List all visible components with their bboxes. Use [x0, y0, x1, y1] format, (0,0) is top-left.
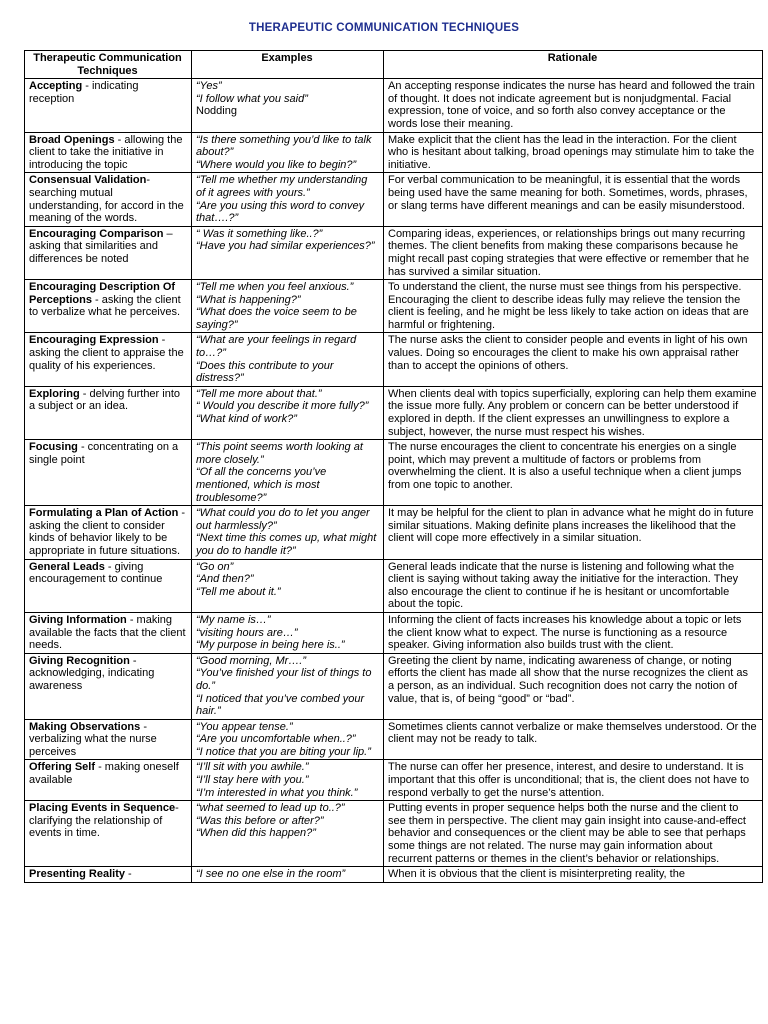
techniques-table: [24, 50, 763, 883]
example-text: “I follow what you said”: [196, 92, 308, 105]
example-text: “Yes”: [196, 80, 222, 93]
example-text: “I’m interested in what you think.”: [196, 786, 358, 799]
technique-name: Giving Information: [29, 613, 127, 626]
technique-name: Encouraging Description Of Perceptions: [29, 281, 176, 306]
example-text: “What kind of work?”: [196, 413, 297, 426]
table-row: [25, 440, 763, 506]
example-text: “Tell me about it.”: [196, 585, 281, 598]
technique-description: - clarifying the relationship of events in time.: [29, 802, 179, 840]
example-text: “Have you had similar experiences?”: [196, 240, 375, 253]
example-text: “I’ll sit with you awhile.”: [196, 761, 309, 774]
example-text: “Tell me whether my understanding of it agrees with yours.”: [196, 174, 371, 199]
technique-description: - making available the facts that the client needs.: [29, 613, 186, 652]
technique-description: - making oneself available: [29, 761, 179, 787]
page-title: THERAPEUTIC COMMUNICATION TECHNIQUES: [248, 22, 520, 34]
technique-cell: [25, 653, 192, 719]
technique-cell: [25, 386, 192, 439]
technique-description: - searching mutual understanding, for accord in the meaning of the words.: [29, 174, 184, 225]
example-text: “You’ve finished your list of things to do.”: [196, 667, 375, 692]
table-row: [25, 79, 763, 132]
example-text: Nodding: [196, 105, 237, 118]
example-text: “What could you do to let you anger out harmlessly?”: [196, 507, 373, 532]
example-text: “ Would you describe it more fully?”: [196, 400, 369, 413]
technique-description: - delving further into a subject or an idea.: [29, 387, 181, 413]
example-text: “Tell me when you feel anxious.”: [196, 281, 354, 294]
header-techniques: Therapeutic Communication Techniques: [25, 51, 192, 79]
technique-cell: [25, 559, 192, 612]
rationale-cell: Greeting the client by name, indicating awareness of change, or noting efforts the client has made all show that the nurse recognizes the client as a person, as an individual. Such recognition does not carry the notion of value, that is, of being “good” or “bad”.: [384, 653, 763, 719]
table-row: [25, 173, 763, 226]
example-text: “What does the voice seem to be saying?”: [196, 306, 360, 331]
table-row: [25, 559, 763, 612]
example-text: “visiting hours are…”: [196, 626, 298, 639]
examples-cell: [192, 280, 384, 333]
technique-name: Formulating a Plan of Action: [29, 507, 179, 520]
example-text: “Is there something you’d like to talk about?”: [196, 133, 375, 159]
technique-description: - verbalizing what the nurse perceives: [29, 720, 157, 758]
example-text: “Where would you like to begin?”: [196, 158, 357, 171]
header-examples: Examples: [192, 51, 384, 79]
example-text: “When did this happen?”: [196, 827, 316, 840]
rationale-cell: The nurse can offer her presence, interest, and desire to understand. It is important that this offer is unconditional; that is, the client does not have to respond verbally to get the nurse’s attention.: [384, 760, 763, 801]
example-text: “I noticed that you’ve combed your hair.”: [196, 692, 368, 718]
example-text: “You appear tense.”: [196, 720, 293, 733]
example-text: “Next time this comes up, what might you do to handle it?”: [196, 532, 380, 557]
technique-cell: [25, 612, 192, 653]
technique-name: Consensual Validation: [29, 174, 147, 187]
technique-cell: [25, 226, 192, 279]
example-text: “What is happening?”: [196, 293, 301, 306]
table-row: [25, 506, 763, 559]
technique-name: Broad Openings: [29, 133, 115, 146]
examples-cell: [192, 79, 384, 132]
technique-name: Placing Events in Sequence: [29, 802, 176, 815]
example-text: “Was this before or after?”: [196, 814, 324, 827]
rationale-cell: To understand the client, the nurse must see things from his perspective. Encouraging the client to describe ideas fully may relieve the tension the client is feeling, and he might be less likely to take action on ideas that are harmful or frightening.: [384, 280, 763, 333]
technique-cell: [25, 719, 192, 760]
example-text: “I’ll stay here with you.”: [196, 774, 309, 787]
example-text: “I see no one else in the room”: [196, 868, 346, 881]
examples-cell: [192, 333, 384, 386]
technique-description: - asking the client to verbalize what he perceives.: [29, 293, 181, 319]
rationale-cell: When it is obvious that the client is misinterpreting reality, the: [384, 867, 763, 883]
examples-cell: [192, 559, 384, 612]
technique-name: Presenting Reality: [29, 868, 125, 881]
technique-name: General Leads: [29, 560, 105, 573]
example-text: “Are you uncomfortable when..?”: [196, 733, 356, 746]
technique-cell: [25, 173, 192, 226]
technique-description: -: [124, 868, 132, 881]
table-row: [25, 333, 763, 386]
rationale-cell: When clients deal with topics superficially, exploring can help them examine the issue more fully. Any problem or concern can be better understood if explored in depth. If the client expresses an unwillingness to explore a subject, however, the nurse must respect his wishes.: [384, 386, 763, 439]
example-text: “Tell me more about that.”: [196, 387, 322, 400]
technique-name: Giving Recognition: [29, 654, 130, 667]
technique-name: Making Observations: [29, 720, 141, 733]
technique-cell: [25, 280, 192, 333]
technique-description: - allowing the client to take the initiative in introducing the topic: [29, 133, 183, 171]
example-text: “ Was it something like..?”: [196, 227, 323, 240]
example-text: “Are you using this word to convey that….?”: [196, 199, 368, 225]
technique-description: - indicating reception: [29, 80, 139, 105]
technique-description: - giving encouragement to continue: [29, 560, 163, 586]
examples-cell: [192, 653, 384, 719]
example-text: “Of all the concerns you’ve mentioned, which is most troublesome?”: [196, 466, 330, 504]
technique-cell: [25, 79, 192, 132]
table-row: [25, 612, 763, 653]
technique-name: Accepting: [29, 80, 83, 93]
rationale-cell: Make explicit that the client has the lead in the interaction. For the client who is hesitant about talking, broad openings may stimulate him to take the initiative.: [384, 132, 763, 173]
example-text: “This point seems worth looking at more closely.”: [196, 441, 366, 466]
technique-cell: [25, 506, 192, 559]
technique-cell: [25, 333, 192, 386]
rationale-cell: Putting events in proper sequence helps both the nurse and the client to see them in perspective. The client may gain insight into cause-and-effect behavior and consequences or the client may be able to see that perhaps some things are not related. The nurse may gain information about recurrent patterns or themes in the client’s behavior or relationships.: [384, 801, 763, 867]
technique-name: Offering Self: [29, 761, 96, 774]
examples-cell: [192, 760, 384, 801]
table-row: [25, 280, 763, 333]
examples-cell: [192, 801, 384, 867]
rationale-cell: Sometimes clients cannot verbalize or make themselves understood. Or the client may not be ready to talk.: [384, 719, 763, 760]
rationale-cell: General leads indicate that the nurse is listening and following what the client is saying without taking away the initiative for the interaction. They also encourage the client to continue if he is hesitant or uncomfortable about the topic.: [384, 559, 763, 612]
technique-name: Encouraging Expression: [29, 334, 159, 347]
rationale-cell: Informing the client of facts increases his knowledge about a topic or lets the client know what to expect. The nurse is functioning as a resource speaker. Giving information also builds trust with the client.: [384, 612, 763, 653]
table-row: [25, 801, 763, 867]
technique-name: Focusing: [29, 441, 78, 454]
technique-name: Exploring: [29, 387, 80, 400]
technique-description: - asking the client to consider kinds of behavior likely to be appropriate in future situations.: [29, 507, 186, 557]
rationale-cell: It may be helpful for the client to plan in advance what he might do in future similar situations. Making definite plans increases the likelihood that the client will cope more effectively in a similar situation.: [384, 506, 763, 559]
technique-description: - acknowledging, indicating awareness: [29, 654, 155, 692]
example-text: “I notice that you are biting your lip.”: [196, 745, 371, 758]
technique-name: Encouraging Comparison: [29, 227, 164, 240]
examples-cell: [192, 173, 384, 226]
examples-cell: [192, 719, 384, 760]
rationale-cell: The nurse asks the client to consider people and events in light of his own values. Doing so encourages the client to make his own appraisal rather than to accept the opinions of others.: [384, 333, 763, 386]
examples-cell: [192, 506, 384, 559]
technique-cell: [25, 801, 192, 867]
examples-cell: [192, 386, 384, 439]
technique-description: – asking that similarities and differences be noted: [29, 227, 173, 265]
rationale-cell: The nurse encourages the client to concentrate his energies on a single point, which may prevent a multitude of factors or problems from overwhelming the client. It is also a useful technique when a client jumps from one topic to another.: [384, 440, 763, 506]
table-row: [25, 226, 763, 279]
table-row: [25, 132, 763, 173]
technique-description: - concentrating on a single point: [29, 441, 179, 466]
table-row: [25, 867, 763, 883]
table-header-row: [25, 51, 763, 79]
header-rationale: Rationale: [384, 51, 763, 79]
example-text: “My purpose in being here is..”: [196, 639, 345, 652]
technique-cell: [25, 867, 192, 883]
example-text: “what seemed to lead up to..?”: [196, 802, 345, 815]
table-row: [25, 386, 763, 439]
examples-cell: [192, 132, 384, 173]
example-text: “Good morning, Mr….”: [196, 654, 307, 667]
examples-cell: [192, 226, 384, 279]
example-text: “Does this contribute to your distress?”: [196, 359, 337, 385]
examples-cell: [192, 612, 384, 653]
technique-cell: [25, 132, 192, 173]
technique-cell: [25, 760, 192, 801]
example-text: “What are your feelings in regard to…?”: [196, 334, 360, 360]
rationale-cell: Comparing ideas, experiences, or relationships brings out many recurring themes. The client benefits from making these comparisons because he might recall past coping strategies that were effective or remember that he has survived a similar situation.: [384, 226, 763, 279]
technique-cell: [25, 440, 192, 506]
table-row: [25, 760, 763, 801]
example-text: “And then?”: [196, 573, 254, 586]
table-row: [25, 719, 763, 760]
example-text: “My name is…”: [196, 613, 271, 626]
rationale-cell: An accepting response indicates the nurse has heard and followed the train of thought. It does not indicate agreement but is nonjudgmental. Facial expression, tone of voice, and so forth also convey acceptance or the words lose their meaning.: [384, 79, 763, 132]
rationale-cell: For verbal communication to be meaningful, it is essential that the words being used have the same meaning for both. Sometimes, words, phrases, or slang terms have different meanings and can be easily misunderstood.: [384, 173, 763, 226]
example-text: “Go on”: [196, 560, 234, 573]
examples-cell: [192, 440, 384, 506]
table-row: [25, 653, 763, 719]
examples-cell: [192, 867, 384, 883]
technique-description: - asking the client to appraise the quality of his experiences.: [29, 334, 184, 372]
